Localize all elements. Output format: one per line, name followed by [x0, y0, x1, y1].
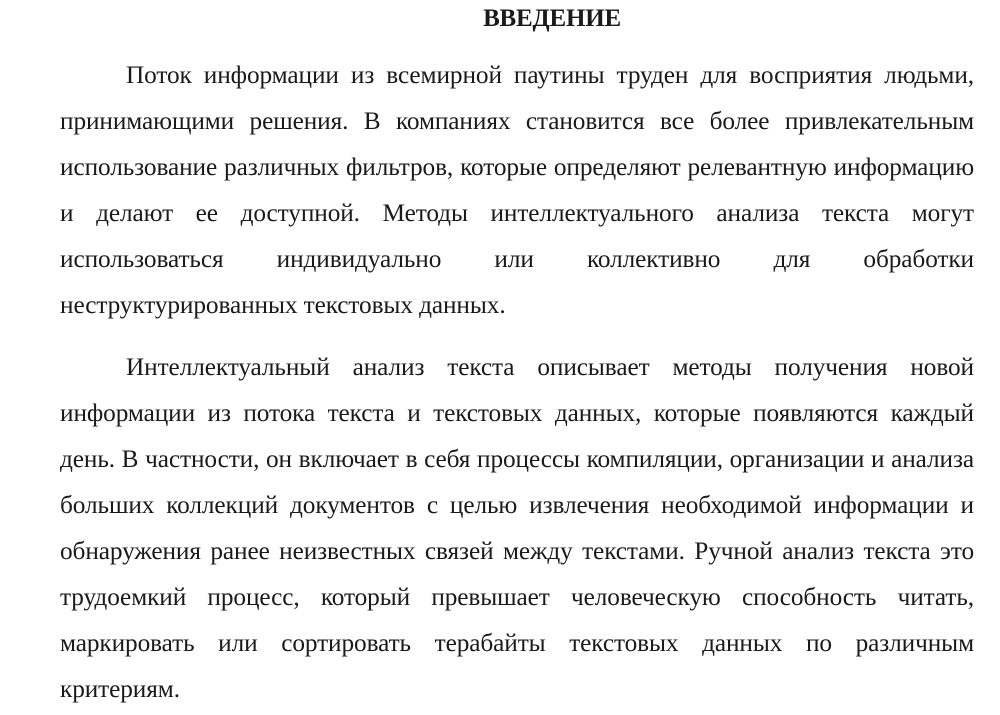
section-heading: ВВЕДЕНИЕ [483, 5, 621, 32]
document-page [60, 0, 974, 712]
paragraph-1: Поток информации из всемирной паутины труден для восприятия людьми, принимающими решения. В компаниях становится все более привлекательным использование различных фильтров, которые определяют релевантную информацию и делают ее доступной. Методы интеллектуального анализа текста могут использоваться индивидуально или коллективно для обработки неструктурированных текстовых данных. [60, 61, 974, 319]
paragraph-2: Интеллектуальный анализ текста описывает методы получения новой информации из потока текста и текстовых данных, которые появляются каждый день. В частности, он включает в себя процессы компиляции, организации и анализа больших коллекций документов с целью извлечения необходимой информации и обнаружения ранее неизвестных связей между текстами. Ручной анализ текста это трудоемкий процесс, который превышает человеческую способность читать, маркировать или сортировать терабайты текстовых данных по различным критериям. [60, 353, 974, 703]
